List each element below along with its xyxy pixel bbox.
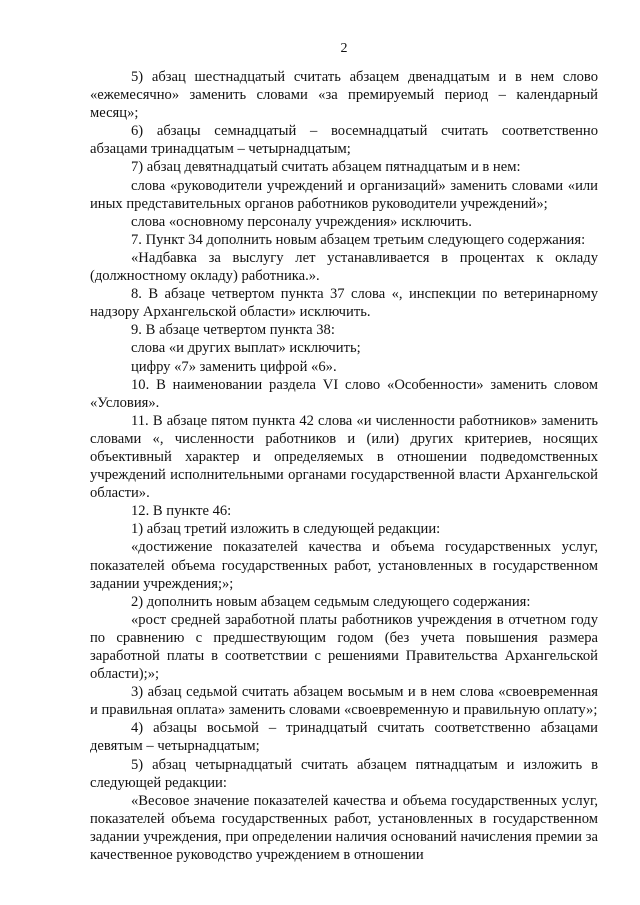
- paragraph: «достижение показателей качества и объема государственных услуг, показателей объема государственных работ, установленных в государственном задании учреждения;»;: [90, 539, 598, 592]
- paragraph: слова «основному персоналу учреждения» исключить.: [131, 213, 472, 230]
- paragraph: 3) абзац седьмой считать абзацем восьмым и в нем слова «своевременная и правильная оплата» заменить словами «своевременную и правильную оплату»;: [90, 684, 598, 719]
- paragraph: «Надбавка за выслугу лет устанавливается в процентах к окладу (должностному окладу) работника.».: [90, 249, 598, 285]
- paragraph: 1) абзац третий изложить в следующей редакции:: [131, 521, 441, 538]
- paragraph: слова «и других выплат» исключить;: [131, 340, 361, 357]
- paragraph: 11. В абзаце пятом пункта 42 слова «и численности работников» заменить словами «, численности работников и (или) других критериев, носящих объективный характер и определяемых в отношении подведомственных учреждений исполнительными органами государственной власти Архангельской области».: [90, 412, 598, 502]
- paragraph: 7. Пункт 34 дополнить новым абзацем третьим следующего содержания:: [131, 231, 586, 248]
- paragraph: 5) абзац четырнадцатый считать абзацем пятнадцатым и изложить в следующей редакции:: [90, 756, 598, 791]
- paragraph: 4) абзацы восьмой – тринадцатый считать соответственно абзацами девятым – четырнадцатым;: [90, 720, 598, 755]
- paragraph: цифру «7» заменить цифрой «6».: [131, 358, 337, 375]
- paragraph: 2) дополнить новым абзацем седьмым следующего содержания:: [131, 593, 531, 610]
- page-number: 2: [340, 41, 348, 56]
- document-body: [90, 68, 598, 864]
- paragraph: 5) абзац шестнадцатый считать абзацем двенадцатым и в нем слово «ежемесячно» заменить словами «за премируемый период – календарный месяц»;: [90, 69, 598, 122]
- paragraph: 8. В абзаце четвертом пункта 37 слова «, инспекции по ветеринарному надзору Архангельской области» исключить.: [90, 286, 598, 321]
- paragraph: 10. В наименовании раздела VI слово «Особенности» заменить словом «Условия».: [90, 376, 598, 411]
- paragraph: 7) абзац девятнадцатый считать абзацем пятнадцатым и в нем:: [131, 159, 521, 176]
- paragraph: 12. В пункте 46:: [131, 503, 232, 520]
- paragraph: «Весовое значение показателей качества и объема государственных услуг, показателей объема государственных работ, установленных в государственном задании учреждения, при определении наличия оснований начисления премии за качественное руководство учреждением в отношении: [90, 792, 598, 864]
- paragraph: 6) абзацы семнадцатый – восемнадцатый считать соответственно абзацами тринадцатым – четырнадцатым;: [90, 123, 598, 158]
- paragraph: слова «руководители учреждений и организаций» заменить словами «или иных представительных органов работников руководители учреждений»;: [90, 177, 598, 212]
- paragraph: 9. В абзаце четвертом пункта 38:: [131, 322, 335, 339]
- paragraph: «рост средней заработной платы работников учреждения в отчетном году по сравнению с предшествующим годом (без учета повышения размера заработной платы в соответствии с решениями Правительства Архангельской области);»;: [90, 611, 598, 683]
